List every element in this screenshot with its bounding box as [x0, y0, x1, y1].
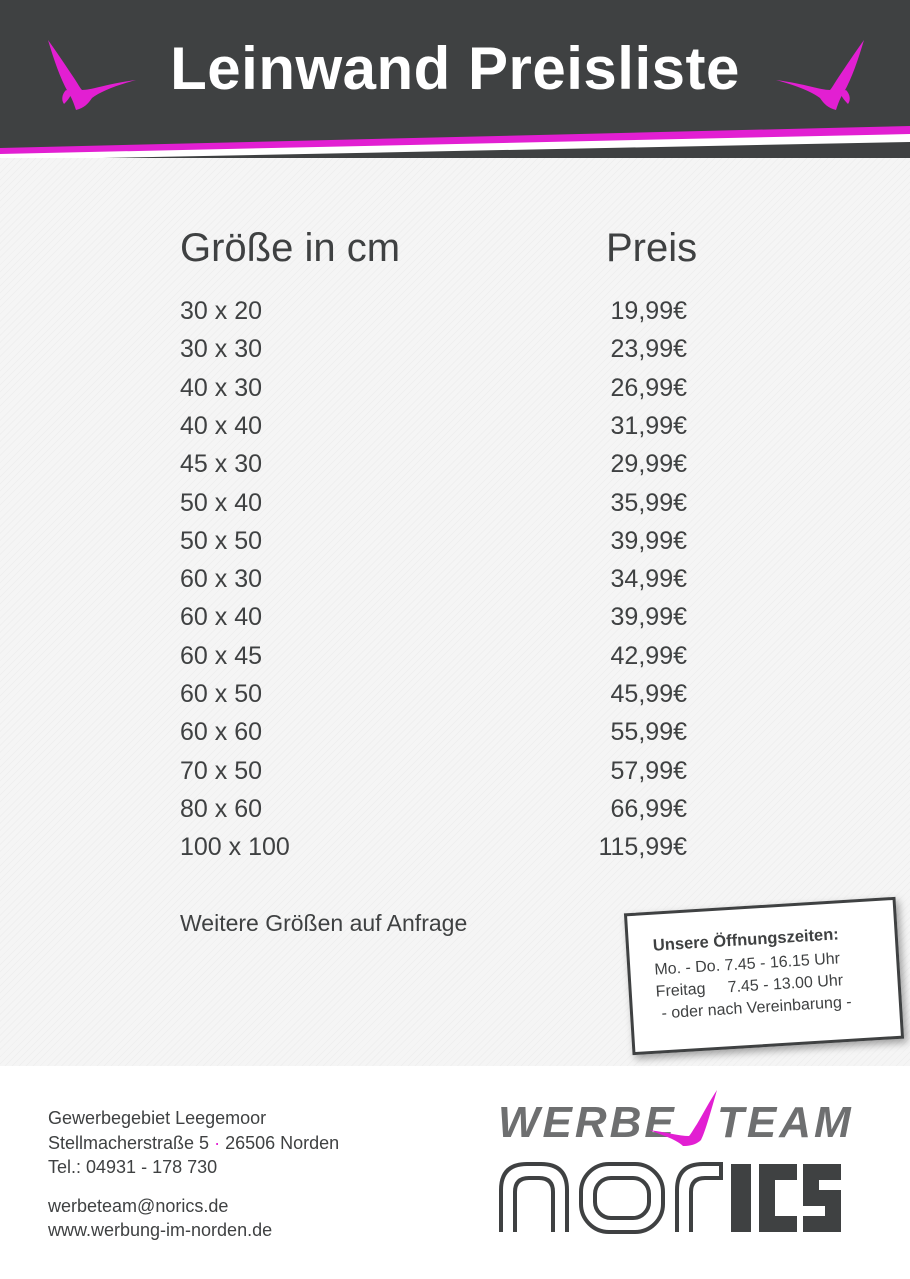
table-row [180, 642, 700, 680]
size-cell: 45 x 30 [180, 450, 263, 479]
header-bar [0, 0, 910, 158]
table-row [180, 718, 700, 756]
price-cell: 55,99€ [610, 718, 687, 747]
price-cell: 26,99€ [610, 373, 687, 402]
separator-dot: · [214, 1132, 221, 1153]
price-cell: 19,99€ [610, 297, 687, 325]
size-cell: 60 x 60 [180, 718, 263, 747]
price-cell: 35,99€ [610, 488, 687, 517]
logo-werbe-text: WERBE [498, 1098, 677, 1147]
size-cell: 40 x 30 [180, 373, 263, 402]
more-sizes-note: Weitere Größen auf Anfrage [180, 910, 468, 936]
hours-weekdays: Mo. - Do. 7.45 - 16.15 Uhr [653, 950, 841, 979]
size-cell: 60 x 40 [180, 603, 263, 632]
price-cell: 42,99€ [610, 641, 687, 670]
street: Stellmacherstraße 5 [48, 1132, 210, 1153]
hours-appointment: - oder nach Vereinbarung - [656, 993, 853, 1023]
hours-friday: Freitag 7.45 - 13.00 Uhr [655, 972, 844, 1001]
address-line: Gewerbegebiet Leegemoor [48, 1108, 267, 1128]
table-row [180, 603, 700, 641]
size-cell: 80 x 60 [180, 794, 263, 823]
contact-info [48, 1106, 339, 1243]
size-cell: 30 x 20 [180, 297, 263, 325]
price-cell: 29,99€ [610, 450, 687, 479]
opening-hours-title: Unsere Öffnungszeiten: [652, 925, 840, 955]
page-title: Leinwand Preisliste [170, 35, 740, 102]
table-row [180, 412, 700, 450]
size-column-header: Größe in cm [180, 226, 401, 270]
email-link[interactable]: werbeteam@norics.de [48, 1195, 229, 1216]
size-cell: 60 x 50 [180, 680, 263, 708]
size-cell: 50 x 50 [180, 526, 263, 555]
logo-team-text: TEAM [717, 1098, 854, 1147]
price-cell: 34,99€ [610, 565, 687, 594]
size-cell: 60 x 30 [180, 565, 263, 594]
price-cell: 31,99€ [610, 411, 687, 440]
logo-norics-wordmark [497, 1156, 843, 1234]
size-cell: 70 x 50 [180, 756, 263, 785]
street-line [48, 1131, 339, 1156]
price-cell: 45,99€ [610, 680, 687, 708]
price-column-header: Preis [606, 226, 698, 270]
table-row [180, 795, 700, 833]
city: 26506 Norden [225, 1132, 340, 1153]
price-cell: 39,99€ [610, 526, 687, 555]
size-cell: 40 x 40 [180, 411, 263, 440]
table-row [180, 450, 700, 488]
werbeteam-norics-logo [495, 1088, 855, 1238]
table-row [180, 833, 700, 871]
price-cell: 115,99€ [598, 833, 687, 862]
price-cell: 57,99€ [610, 756, 687, 785]
size-cell: 50 x 40 [180, 488, 263, 517]
price-cell: 23,99€ [610, 335, 687, 364]
table-row [180, 297, 700, 335]
table-row [180, 565, 700, 603]
price-cell: 39,99€ [610, 603, 687, 632]
opening-hours-card [624, 897, 904, 1055]
table-row [180, 527, 700, 565]
table-row [180, 680, 700, 718]
phone: Tel.: 04931 - 178 730 [48, 1157, 218, 1177]
table-row [180, 374, 700, 412]
price-cell: 66,99€ [610, 794, 687, 823]
table-row [180, 335, 700, 373]
table-row [180, 757, 700, 795]
seagull-icon [647, 1088, 723, 1150]
table-row [180, 489, 700, 527]
size-cell: 100 x 100 [180, 833, 290, 862]
size-cell: 60 x 45 [180, 641, 263, 670]
website-link[interactable]: www.werbung-im-norden.de [48, 1220, 273, 1240]
size-cell: 30 x 30 [180, 335, 263, 364]
